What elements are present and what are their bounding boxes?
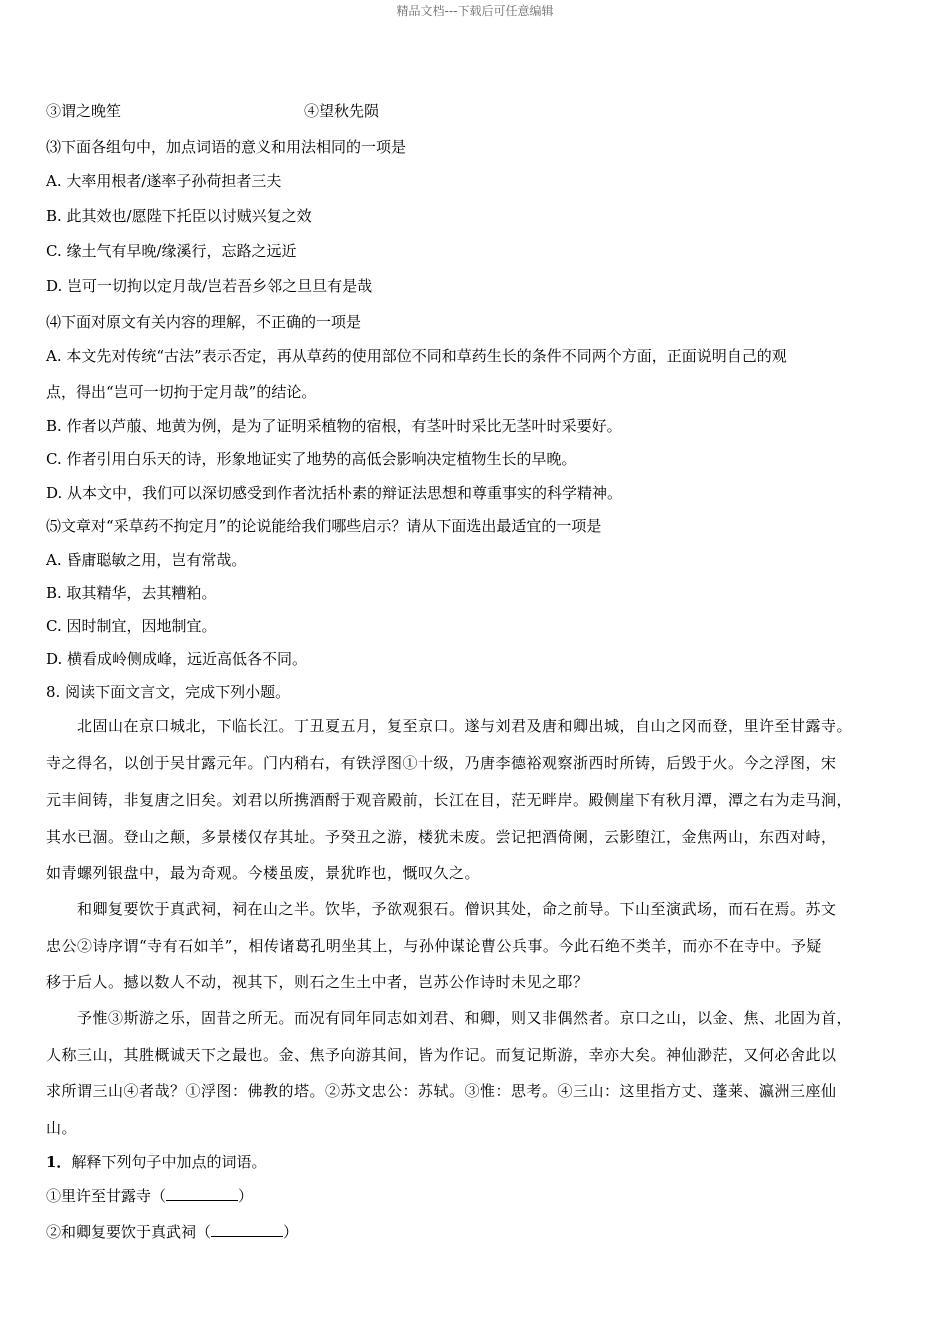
q3-option-c: C. 缘土气有早晚/缘溪行，忘路之远近 <box>46 242 297 260</box>
q5-option-b: B. 取其精华，去其糟粕。 <box>46 584 217 602</box>
q1-item-2-blank[interactable] <box>211 1222 283 1237</box>
q1-item-1-close: ） <box>238 1187 254 1205</box>
answer-row-3-4 <box>46 101 379 121</box>
passage-line: 和卿复要饮于真武祠，祠在山之半。饮毕，予欲观狠石。僧识其处，命之前导。下山至演武场，而石在焉。苏文 <box>46 900 837 918</box>
passage-line: 移于后人。撼以数人不动，视其下，则石之生土中者，岂苏公作诗时未见之耶？ <box>46 973 589 991</box>
q1-item-1-blank[interactable] <box>166 1186 238 1201</box>
question-8: 8. 阅读下面文言文，完成下列小题。 <box>46 683 291 701</box>
question-1 <box>46 1152 266 1172</box>
q4-option-c: C. 作者引用白乐天的诗，形象地证实了地势的高低会影响决定植物生长的早晚。 <box>46 450 577 468</box>
passage-line: 山。 <box>46 1119 78 1137</box>
q1-item-2 <box>46 1222 298 1242</box>
question-1-number: 1． <box>46 1153 72 1171</box>
passage-line: 北固山在京口城北，下临长江。丁丑夏五月，复至京口。遂与刘君及唐和卿出城，自山之冈而登，里许至甘露寺。 <box>46 717 853 735</box>
q5-option-d: D. 横看成岭侧成峰，远近高低各不同。 <box>46 650 308 668</box>
q4-option-a-cont: 点，得出“岂可一切拘于定月哉”的结论。 <box>46 383 317 401</box>
q1-item-2-close: ） <box>283 1223 299 1241</box>
option-3: ③谓之晚笙 <box>46 102 122 120</box>
passage-line: 如青螺列银盘中，最为奇观。今楼虽废，景犹昨也，慨叹久之。 <box>46 864 481 882</box>
q5-option-a: A. 昏庸聪敏之用，岂有常哉。 <box>46 551 247 569</box>
q3-option-b: B. 此其效也/愿陛下托臣以讨贼兴复之效 <box>46 207 312 225</box>
q1-item-1 <box>46 1186 253 1206</box>
passage-line: 寺之得名，以创于吴甘露元年。门内稍右，有铁浮图①十级，乃唐李德裕观察浙西时所铸，后毁于火。今之浮图，宋 <box>46 754 837 772</box>
question-5: ⑸文章对“采草药不拘定月”的论说能给我们哪些启示？请从下面选出最适宜的一项是 <box>46 517 602 535</box>
q5-option-c: C. 因时制宜，因地制宜。 <box>46 617 217 635</box>
q1-item-1-text: ①里许至甘露寺（ <box>46 1187 167 1205</box>
question-1-text: 解释下列句子中加点的词语。 <box>71 1153 267 1171</box>
passage-line: 忠公②诗序谓“寺有石如羊”，相传诸葛孔明坐其上，与孙仲谋论曹公兵事。今此石绝不类羊，而亦不在寺中。予疑 <box>46 937 822 955</box>
question-4: ⑷下面对原文有关内容的理解，不正确的一项是 <box>46 313 362 331</box>
passage-line: 人称三山，其胜概诚天下之最也。金、焦予向游其间，皆为作记。而复记斯游，幸亦大矣。神仙渺茫，又何必舍此以 <box>46 1046 837 1064</box>
q3-option-a: A. 大率用根者/遂率子孙荷担者三夫 <box>46 172 282 190</box>
passage-line: 其水已涸。登山之颠，多景楼仅存其址。予癸丑之游，楼犹未废。尝记把酒倚阑，云影堕江，金焦两山，东西对峙， <box>46 828 837 846</box>
q3-option-d: D. 岂可一切拘以定月哉/岂若吾乡邻之旦旦有是哉 <box>46 277 373 295</box>
q4-option-b: B. 作者以芦菔、地黄为例，是为了证明采植物的宿根，有茎叶时采比无茎叶时采要好。 <box>46 417 622 435</box>
page-header: 精品文档---下载后可任意编辑 <box>396 4 554 18</box>
q4-option-d: D. 从本文中，我们可以深切感受到作者沈括朴素的辩证法思想和尊重事实的科学精神。 <box>46 484 623 502</box>
q4-option-a: A. 本文先对传统“古法”表示否定，再从草药的使用部位不同和草药生长的条件不同两个方面，正面说明自己的观 <box>46 347 787 365</box>
option-4: ④望秋先陨 <box>304 102 380 120</box>
passage-line: 求所谓三山④者哉？①浮图：佛教的塔。②苏文忠公：苏轼。③惟：思考。④三山：这里指方丈、蓬莱、瀛洲三座仙 <box>46 1082 837 1100</box>
passage-line: 予惟③斯游之乐，固昔之所无。而况有同年同志如刘君、和卿，则又非偶然者。京口之山，以金、焦、北固为首， <box>46 1009 853 1027</box>
q1-item-2-text: ②和卿复要饮于真武祠（ <box>46 1223 212 1241</box>
question-3: ⑶下面各组句中，加点词语的意义和用法相同的一项是 <box>46 138 407 156</box>
passage-line: 元丰间铸，非复唐之旧矣。刘君以所携酒酹于观音殿前，长江在目，茫无畔岸。殿侧崖下有秋月潭，潭之右为走马涧， <box>46 791 853 809</box>
